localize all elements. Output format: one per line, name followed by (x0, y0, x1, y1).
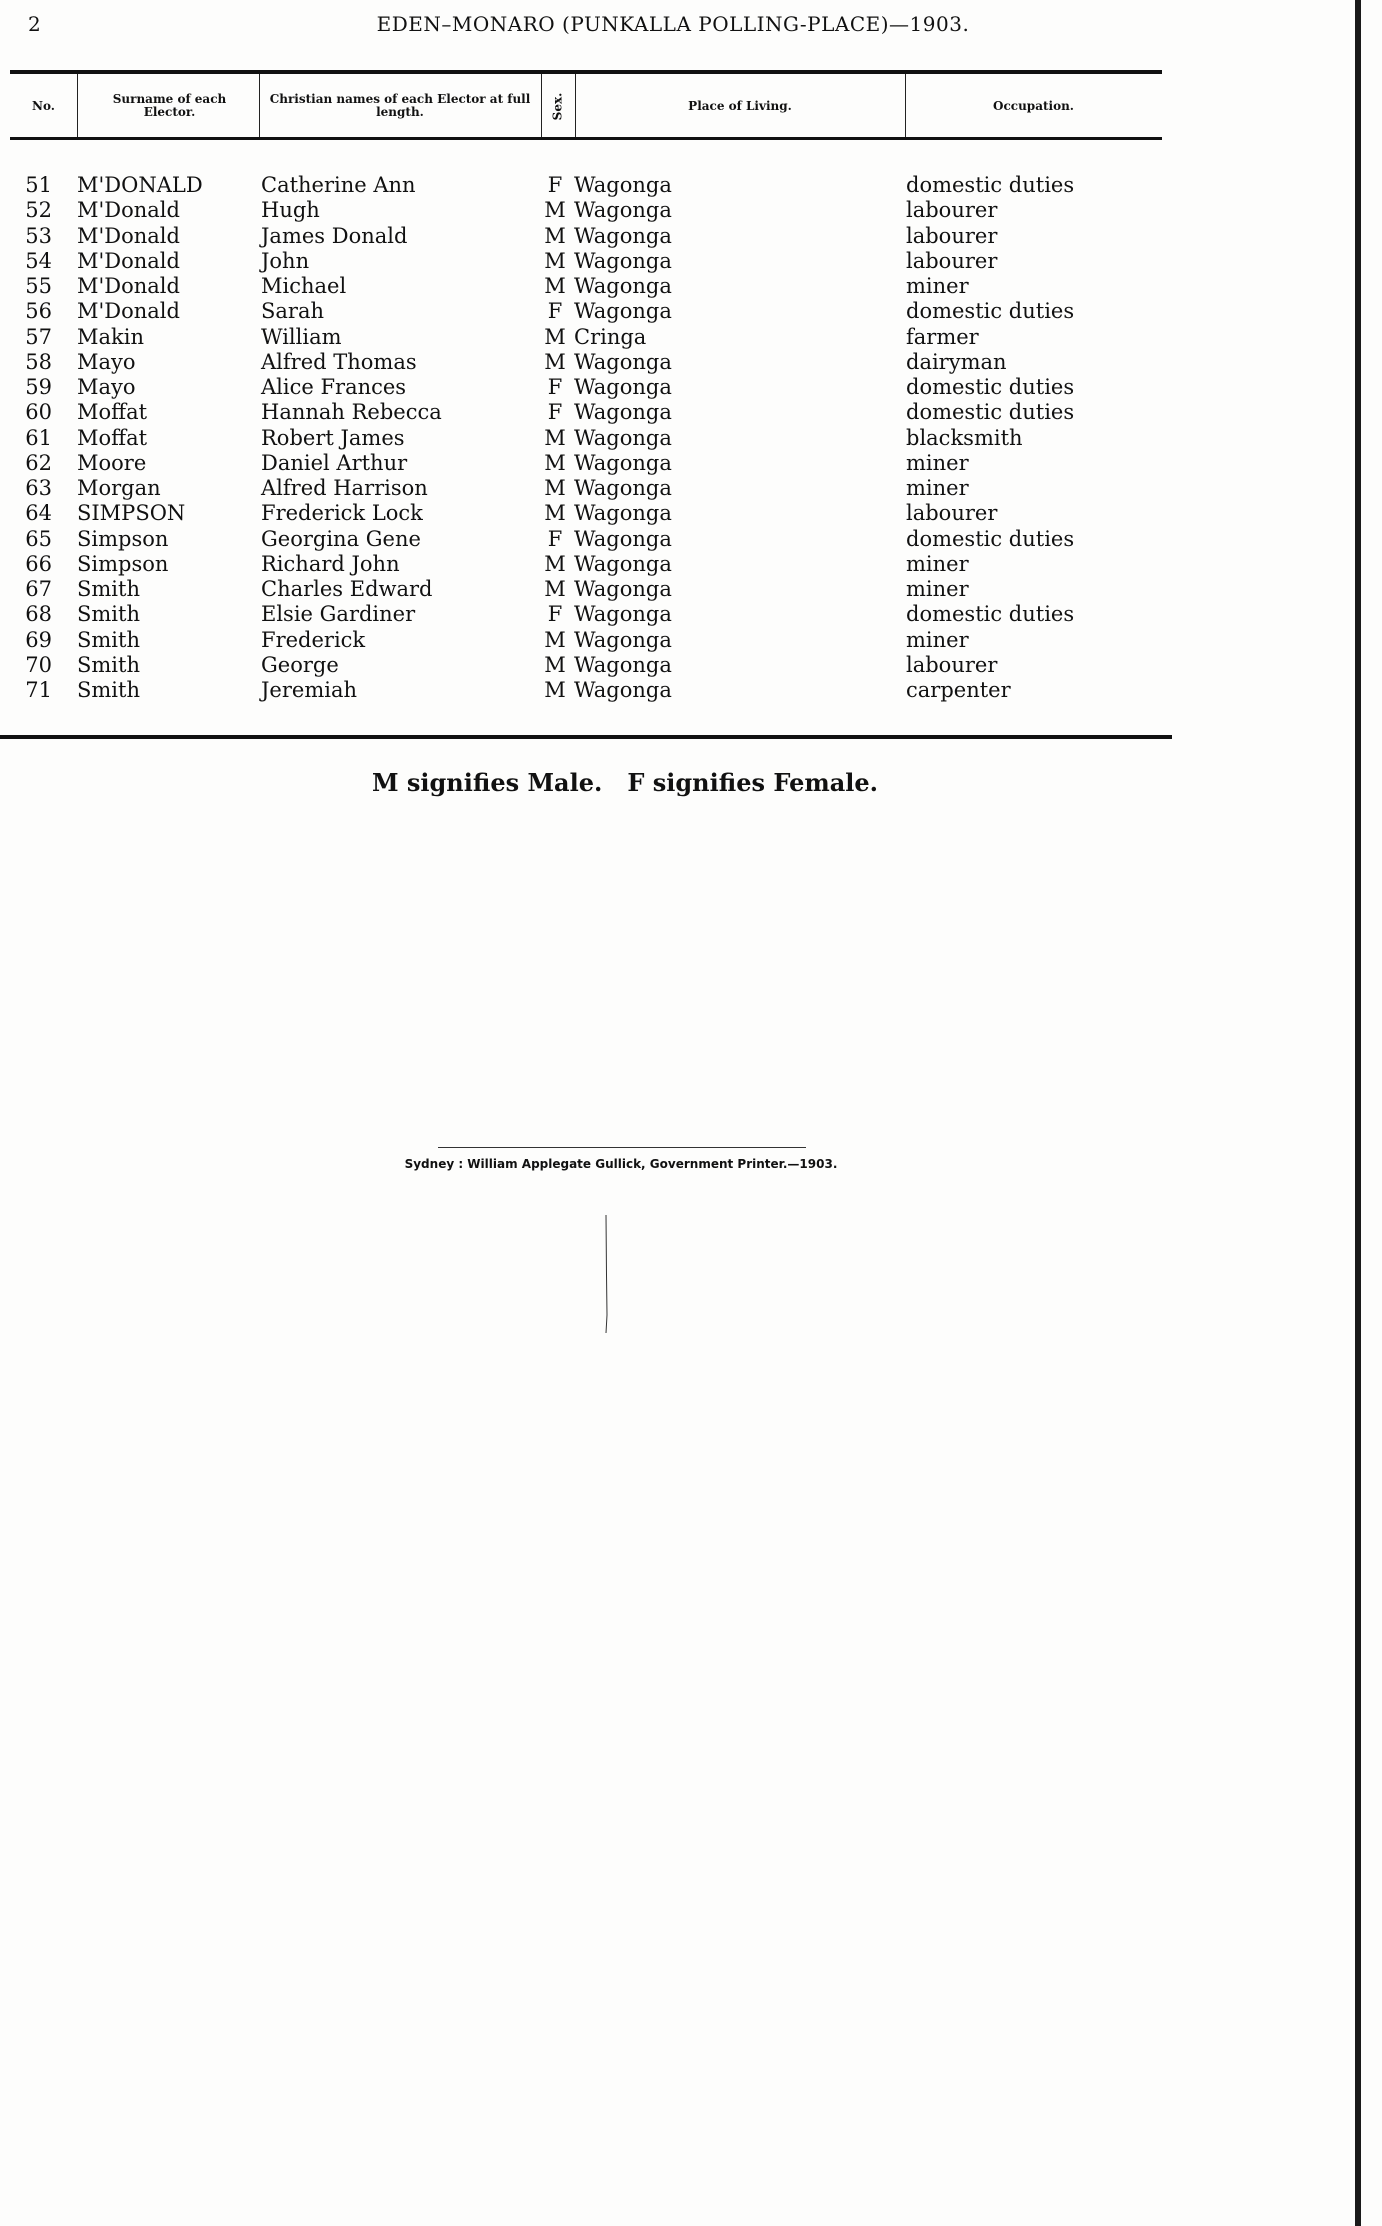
elector-christian-names: Daniel Arthur (261, 450, 408, 475)
elector-number: 54 (25, 248, 52, 273)
elector-surname: Smith (77, 577, 140, 601)
column-divider (77, 74, 78, 137)
elector-occupation: miner (906, 274, 969, 298)
elector-surname: Mayo (77, 349, 136, 374)
page-number: 2 (28, 12, 41, 36)
table-row (0, 249, 1382, 274)
elector-number: 53 (25, 223, 52, 248)
elector-number: 71 (25, 678, 52, 702)
elector-number: 70 (25, 652, 52, 677)
elector-sex: M (544, 501, 566, 526)
elector-occupation: labourer (906, 198, 998, 223)
elector-occupation: miner (906, 577, 969, 601)
page-title (0, 12, 1382, 36)
table-row (0, 552, 1382, 577)
elector-sex: F (547, 299, 563, 324)
elector-sex: M (544, 198, 566, 223)
elector-surname: M'Donald (77, 248, 180, 273)
elector-christian-names: Sarah (261, 299, 324, 324)
elector-christian-names: Jeremiah (261, 678, 357, 702)
elector-sex: M (544, 248, 566, 273)
elector-occupation: miner (906, 627, 969, 652)
elector-christian-names: Robert James (261, 425, 405, 450)
elector-number: 68 (25, 602, 52, 627)
elector-surname: M'Donald (77, 223, 180, 248)
table-row (0, 577, 1382, 602)
elector-christian-names: Frederick (261, 627, 366, 652)
elector-number: 52 (25, 198, 52, 223)
elector-place: Cringa (574, 324, 647, 349)
elector-number: 65 (25, 526, 52, 551)
elector-sex: F (547, 526, 563, 551)
elector-occupation: labourer (906, 501, 998, 526)
elector-place: Wagonga (574, 476, 672, 500)
column-divider (259, 74, 260, 137)
elector-christian-names: Alfred Thomas (261, 349, 417, 374)
column-header-christian-names: Christian names of each Elector at full length. (269, 92, 531, 119)
elector-place: Wagonga (574, 173, 672, 197)
column-header-occupation: Occupation. (993, 98, 1074, 113)
elector-surname: Moffat (77, 400, 148, 425)
elector-place: Wagonga (574, 299, 672, 324)
elector-place: Wagonga (574, 400, 672, 425)
table-row (0, 628, 1382, 653)
elector-occupation: miner (906, 551, 969, 576)
elector-number: 61 (25, 425, 52, 450)
elector-christian-names: Richard John (261, 551, 400, 576)
sex-legend: M signifies Male. F signifies Female. (371, 768, 879, 797)
column-header-surname: Surname of each Elector. (112, 92, 227, 119)
table-row (0, 602, 1382, 627)
elector-occupation: blacksmith (906, 425, 1023, 450)
column-header-no: No. (32, 98, 55, 113)
table-row (0, 375, 1382, 400)
elector-surname: Smith (77, 627, 140, 652)
table-row (0, 451, 1382, 476)
elector-surname: Smith (77, 602, 140, 627)
elector-sex: F (547, 375, 563, 399)
table-row (0, 653, 1382, 678)
elector-sex: M (544, 476, 566, 500)
elector-surname: M'Donald (77, 299, 180, 324)
column-header-sex (541, 78, 575, 134)
elector-occupation: labourer (906, 248, 998, 273)
elector-christian-names: Georgina Gene (261, 526, 421, 551)
elector-sex: M (544, 551, 566, 576)
elector-list (0, 173, 1382, 703)
elector-occupation: dairyman (906, 349, 1007, 374)
table-row (0, 274, 1382, 299)
elector-place: Wagonga (574, 678, 672, 702)
elector-christian-names: Hannah Rebecca (261, 400, 442, 425)
elector-surname: Morgan (77, 476, 161, 500)
page-edge-border (1355, 0, 1361, 2226)
elector-number: 66 (25, 551, 52, 576)
elector-surname: Simpson (77, 526, 169, 551)
elector-sex: F (547, 173, 563, 197)
header-bottom-rule (10, 137, 1162, 140)
column-header-place-of-living: Place of Living. (688, 98, 792, 113)
elector-sex: M (544, 349, 566, 374)
table-row (0, 173, 1382, 198)
elector-surname: Makin (77, 324, 144, 349)
table-row (0, 678, 1382, 703)
table-row (0, 400, 1382, 425)
elector-surname: Moffat (77, 425, 148, 450)
table-bottom-rule (0, 735, 1172, 739)
elector-christian-names: George (261, 652, 339, 677)
elector-place: Wagonga (574, 627, 672, 652)
elector-number: 56 (25, 299, 52, 324)
elector-occupation: farmer (906, 324, 979, 349)
elector-place: Wagonga (574, 577, 672, 601)
elector-christian-names: Charles Edward (261, 577, 433, 601)
table-top-rule (10, 70, 1162, 74)
table-row (0, 350, 1382, 375)
elector-christian-names: Frederick Lock (261, 501, 423, 526)
table-row (0, 476, 1382, 501)
elector-number: 57 (25, 324, 52, 349)
elector-occupation: labourer (906, 223, 998, 248)
elector-place: Wagonga (574, 450, 672, 475)
elector-christian-names: James Donald (261, 223, 408, 248)
table-row (0, 198, 1382, 223)
elector-surname: M'Donald (77, 274, 180, 298)
elector-place: Wagonga (574, 425, 672, 450)
elector-place: Wagonga (574, 274, 672, 298)
elector-occupation: domestic duties (906, 602, 1075, 627)
elector-christian-names: William (261, 324, 342, 349)
printer-imprint: Sydney : William Applegate Gullick, Government Printer.—1903. (404, 1157, 838, 1171)
elector-occupation: miner (906, 476, 969, 500)
elector-place: Wagonga (574, 375, 672, 399)
elector-number: 62 (25, 450, 52, 475)
elector-number: 58 (25, 349, 52, 374)
elector-christian-names: Catherine Ann (261, 173, 416, 197)
elector-occupation: carpenter (906, 678, 1011, 702)
elector-occupation: domestic duties (906, 526, 1075, 551)
elector-christian-names: Alfred Harrison (261, 476, 428, 500)
elector-sex: M (544, 223, 566, 248)
elector-christian-names: Elsie Gardiner (261, 602, 416, 627)
elector-surname: M'Donald (77, 198, 180, 223)
elector-surname: M'DONALD (77, 173, 203, 197)
elector-place: Wagonga (574, 652, 672, 677)
elector-number: 55 (25, 274, 52, 298)
elector-surname: Smith (77, 652, 140, 677)
table-row (0, 325, 1382, 350)
elector-place: Wagonga (574, 602, 672, 627)
table-row (0, 426, 1382, 451)
elector-place: Wagonga (574, 223, 672, 248)
elector-occupation: domestic duties (906, 299, 1075, 324)
elector-place: Wagonga (574, 501, 672, 526)
elector-sex: M (544, 627, 566, 652)
elector-surname: SIMPSON (77, 501, 186, 526)
elector-number: 51 (25, 173, 52, 197)
elector-number: 60 (25, 400, 52, 425)
elector-sex: M (544, 577, 566, 601)
elector-number: 59 (25, 375, 52, 399)
page-title-text: EDEN–MONARO (PUNKALLA POLLING-PLACE)—1903. (376, 12, 970, 36)
pencil-mark (605, 1215, 608, 1335)
elector-sex: M (544, 324, 566, 349)
elector-christian-names: Hugh (261, 198, 320, 223)
elector-number: 63 (25, 476, 52, 500)
column-header-sex-label: Sex. (550, 92, 565, 120)
elector-christian-names: Alice Frances (261, 375, 407, 399)
elector-number: 69 (25, 627, 52, 652)
elector-place: Wagonga (574, 198, 672, 223)
elector-place: Wagonga (574, 526, 672, 551)
table-row (0, 501, 1382, 526)
elector-sex: M (544, 425, 566, 450)
elector-surname: Simpson (77, 551, 169, 576)
elector-christian-names: Michael (261, 274, 347, 298)
elector-surname: Mayo (77, 375, 136, 399)
elector-surname: Moore (77, 450, 147, 475)
elector-occupation: domestic duties (906, 173, 1075, 197)
elector-place: Wagonga (574, 248, 672, 273)
imprint-rule (438, 1147, 806, 1148)
elector-surname: Smith (77, 678, 140, 702)
elector-sex: F (547, 602, 563, 627)
table-row (0, 299, 1382, 324)
table-row (0, 527, 1382, 552)
elector-place: Wagonga (574, 349, 672, 374)
elector-sex: M (544, 678, 566, 702)
table-row (0, 224, 1382, 249)
elector-occupation: miner (906, 450, 969, 475)
elector-occupation: labourer (906, 652, 998, 677)
elector-place: Wagonga (574, 551, 672, 576)
elector-sex: M (544, 274, 566, 298)
elector-occupation: domestic duties (906, 375, 1075, 399)
elector-christian-names: John (261, 248, 310, 273)
elector-sex: M (544, 450, 566, 475)
elector-number: 64 (25, 501, 52, 526)
elector-number: 67 (25, 577, 52, 601)
elector-sex: F (547, 400, 563, 425)
elector-occupation: domestic duties (906, 400, 1075, 425)
elector-sex: M (544, 652, 566, 677)
